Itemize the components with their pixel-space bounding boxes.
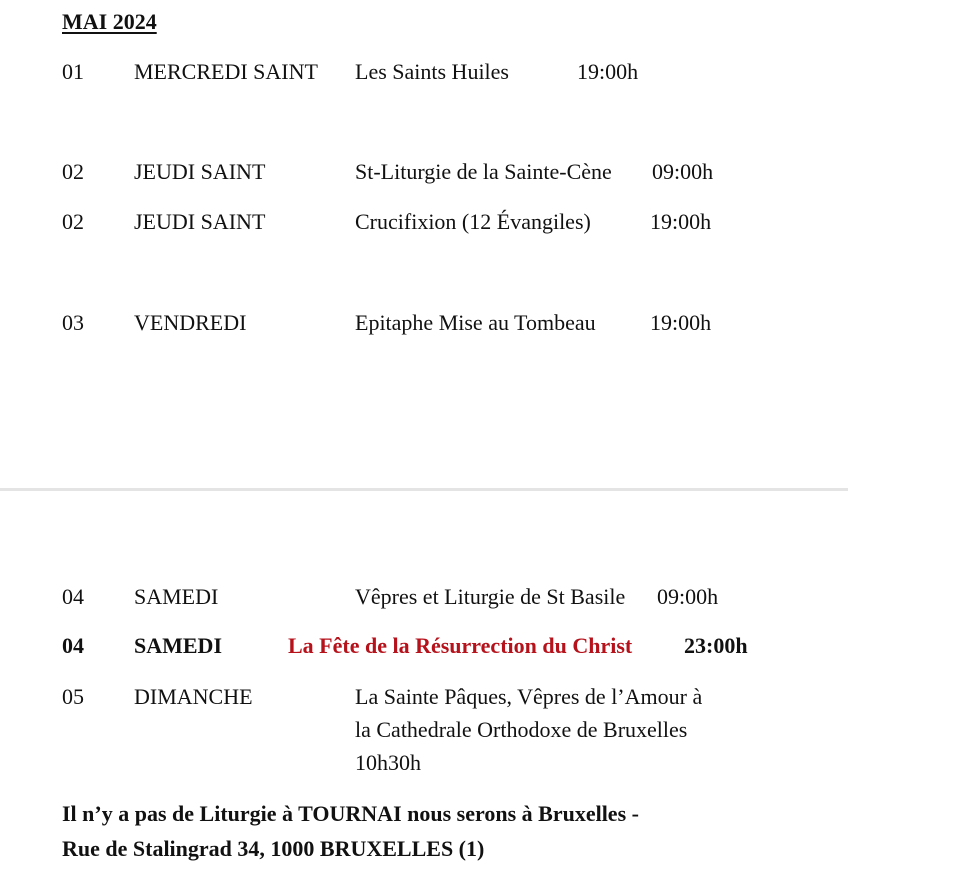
row-weekday: DIMANCHE bbox=[134, 684, 253, 709]
row-day: 01 bbox=[62, 59, 84, 84]
notice-line: Il n’y a pas de Liturgie à TOURNAI nous serons à Bruxelles - bbox=[62, 801, 639, 826]
row-time: 09:00h bbox=[652, 159, 714, 184]
row-day: 02 bbox=[62, 209, 84, 234]
row-event-highlight: La Fête de la Résurrection du Christ bbox=[288, 633, 633, 658]
row-event: Les Saints Huiles bbox=[355, 59, 509, 84]
row-day: 04 bbox=[62, 584, 84, 609]
row-time: 19:00h bbox=[577, 59, 639, 84]
row-time: 23:00h bbox=[684, 633, 748, 658]
row-time: 19:00h bbox=[650, 209, 712, 234]
row-weekday: JEUDI SAINT bbox=[134, 159, 266, 184]
row-weekday: MERCREDI SAINT bbox=[134, 59, 318, 84]
page-title: MAI 2024 bbox=[62, 9, 157, 34]
row-day: 02 bbox=[62, 159, 84, 184]
row-event: Crucifixion (12 Évangiles) bbox=[355, 209, 591, 234]
row-event-line: La Sainte Pâques, Vêpres de l’Amour à bbox=[355, 684, 703, 709]
row-time: 19:00h bbox=[650, 310, 712, 335]
row-day: 05 bbox=[62, 684, 84, 709]
row-day: 03 bbox=[62, 310, 84, 335]
row-weekday: SAMEDI bbox=[134, 584, 219, 609]
row-day: 04 bbox=[62, 633, 84, 658]
row-time: 09:00h bbox=[657, 584, 719, 609]
row-event: Vêpres et Liturgie de St Basile bbox=[355, 584, 626, 609]
row-event: Epitaphe Mise au Tombeau bbox=[355, 310, 596, 335]
row-event-line: la Cathedrale Orthodoxe de Bruxelles bbox=[355, 717, 688, 742]
row-event-line: 10h30h bbox=[355, 750, 421, 775]
notice-address: Rue de Stalingrad 34, 1000 BRUXELLES (1) bbox=[62, 836, 485, 861]
row-event: St-Liturgie de la Sainte-Cène bbox=[355, 159, 612, 184]
row-weekday: VENDREDI bbox=[134, 310, 247, 335]
row-weekday: SAMEDI bbox=[134, 633, 223, 658]
page-divider bbox=[0, 488, 848, 491]
row-weekday: JEUDI SAINT bbox=[134, 209, 266, 234]
